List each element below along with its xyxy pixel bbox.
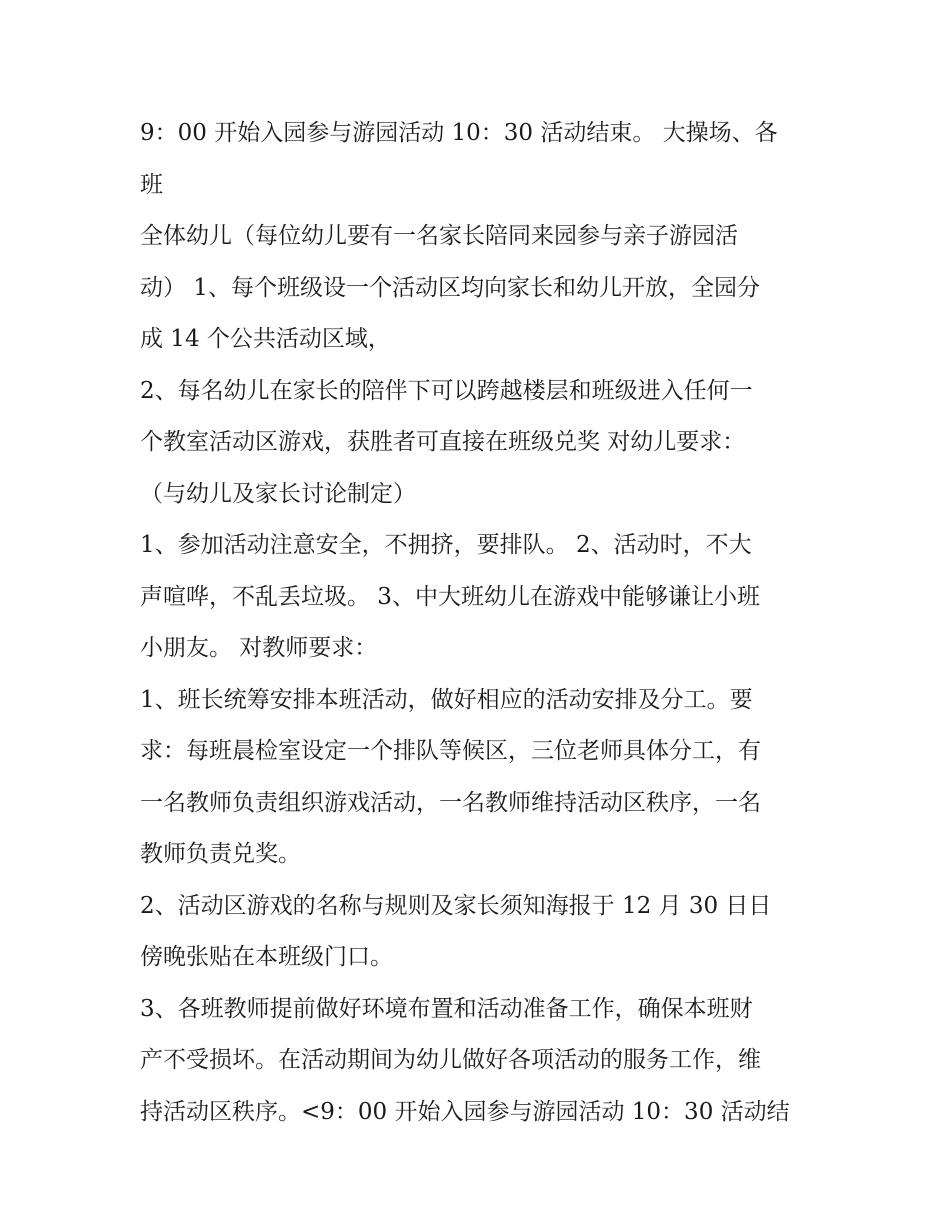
text-line: 声喧哗，不乱丢垃圾。 3、中大班幼儿在游戏中能够谦让小班 bbox=[140, 583, 760, 610]
text-line: 小朋友。 对教师要求： bbox=[140, 635, 378, 661]
text-line: 9：00 开始入园参与游园活动 10：30 活动结束。 大操场、各 bbox=[140, 120, 778, 146]
text-line: 求：每班晨检室设定一个排队等候区，三位老师具体分工，有 bbox=[140, 738, 761, 764]
text-line: 全体幼儿（每位幼儿要有一名家长陪同来园参与亲子游园活 bbox=[140, 223, 738, 249]
text-line: 傍晚张贴在本班级门口。 bbox=[140, 944, 393, 970]
text-line: 动） 1、每个班级设一个活动区均向家长和幼儿开放，全园分 bbox=[140, 274, 760, 301]
text-line: 1、参加活动注意安全，不拥挤，要排队。 2、活动时，不大 bbox=[140, 532, 752, 558]
text-line: 持活动区秩序。<9：00 开始入园参与游园活动 10：30 活动结 bbox=[140, 1098, 790, 1125]
text-line: 3、各班教师提前做好环境布置和活动准备工作，确保本班财 bbox=[140, 995, 753, 1022]
document-body bbox=[140, 108, 820, 1138]
text-line: 个教室活动区游戏，获胜者可直接在班级兑奖 对幼儿要求： bbox=[140, 429, 746, 455]
text-line: 教师负责兑奖。 bbox=[140, 841, 301, 867]
text-line: 一名教师负责组织游戏活动，一名教师维持活动区秩序，一名 bbox=[140, 789, 761, 816]
text-line: 成 14 个公共活动区域， bbox=[140, 326, 391, 352]
text-line: 班 bbox=[140, 171, 163, 198]
text-line: 1、班长统筹安排本班活动，做好相应的活动安排及分工。要 bbox=[140, 686, 753, 713]
text-line: 产不受损坏。在活动期间为幼儿做好各项活动的服务工作，维 bbox=[140, 1047, 761, 1073]
text-line: 2、活动区游戏的名称与规则及家长须知海报于 12 月 30 日日 bbox=[140, 892, 772, 919]
text-line: （与幼儿及家长讨论制定） bbox=[140, 480, 416, 507]
text-line: 2、每名幼儿在家长的陪伴下可以跨越楼层和班级进入任何一 bbox=[140, 377, 753, 404]
